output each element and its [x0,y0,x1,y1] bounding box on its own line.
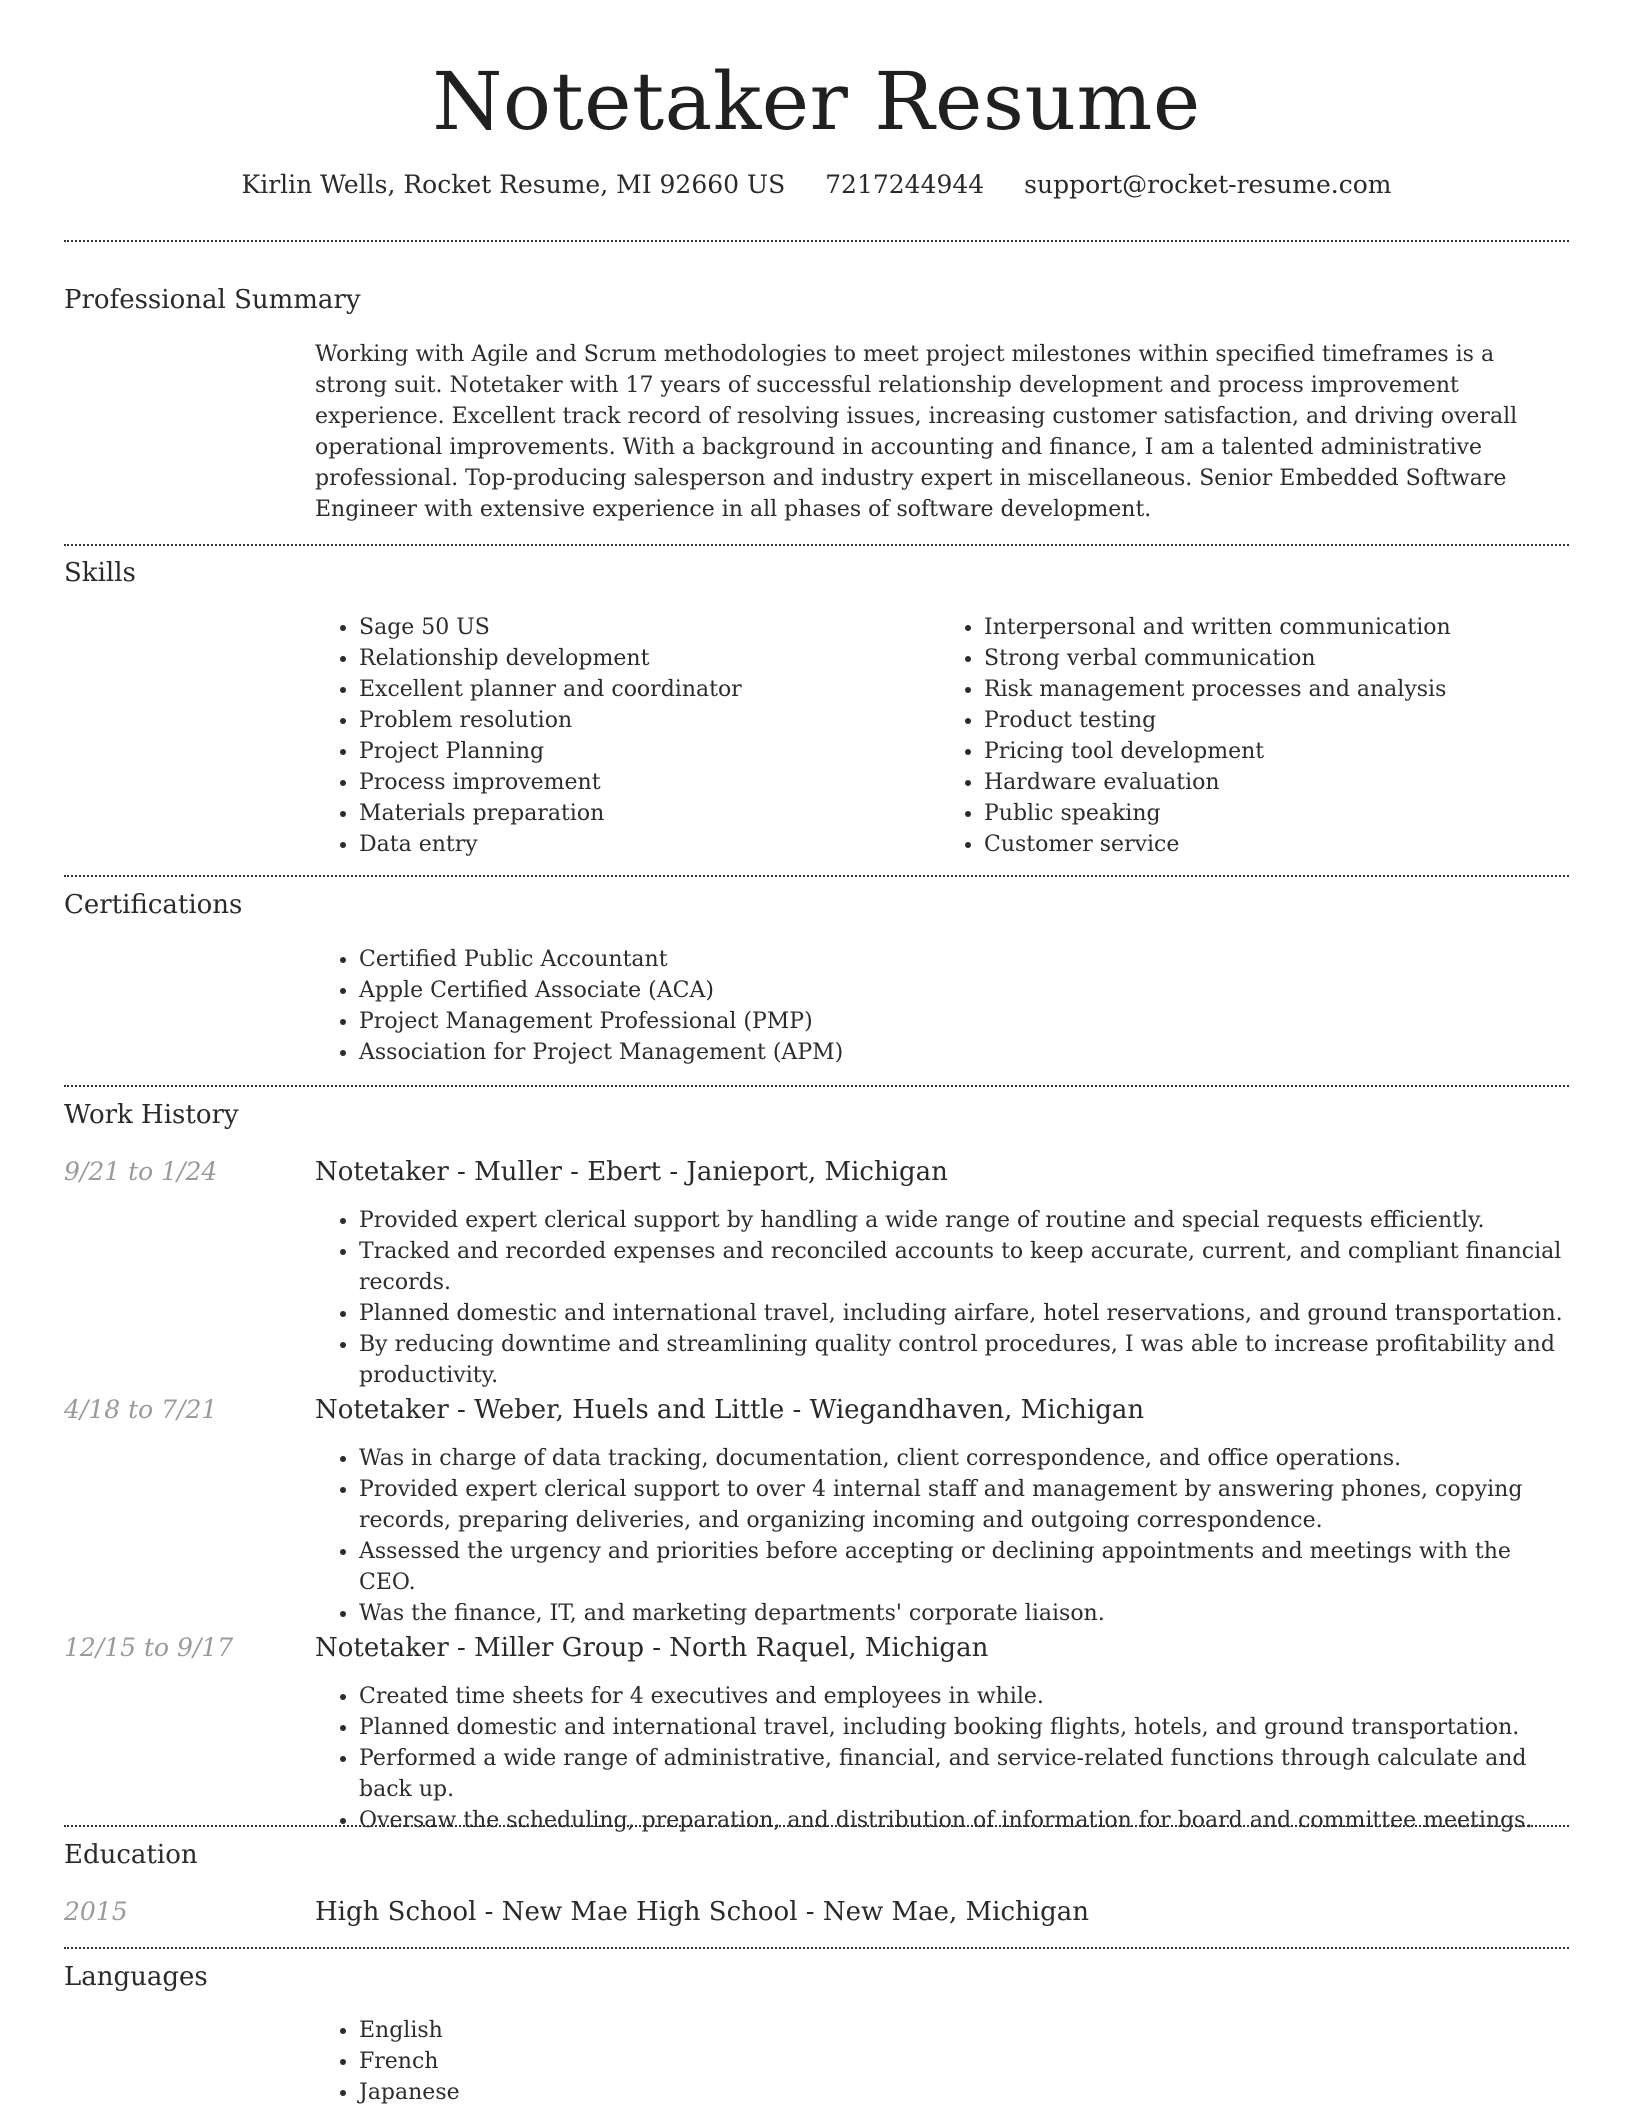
job-bullet: • Assessed the urgency and priorities before accepting or declining appointments and meetings with the CEO. [359,1536,1565,1598]
certification-item: • Apple Certified Associate (ACA) [359,975,843,1006]
education-year: 2015 [64,1897,128,1926]
skill-item: • Customer service [984,829,1565,860]
section-title-summary: Professional Summary [64,285,361,315]
contact-address: Kirlin Wells, Rocket Resume, MI 92660 US [241,170,786,199]
skill-item: • Project Planning [359,736,940,767]
languages-list [315,2015,460,2108]
job-bullet: • Was in charge of data tracking, documentation, client correspondence, and office operations. [359,1443,1565,1474]
skill-item: • Problem resolution [359,705,940,736]
job-bullets [315,1681,1565,1836]
skill-item: • Materials preparation [359,798,940,829]
job-title: Notetaker - Weber, Huels and Little - Wiegandhaven, Michigan [315,1395,1145,1425]
certifications-list [315,944,843,1068]
language-item: • Japanese [359,2077,460,2108]
skill-item: • Interpersonal and written communication [984,612,1565,643]
language-item: • French [359,2046,460,2077]
contact-phone: 7217244944 [825,170,985,199]
section-title-work: Work History [64,1100,239,1130]
skill-item: • Excellent planner and coordinator [359,674,940,705]
summary-text: Working with Agile and Scrum methodologies to meet project milestones within specified timeframes is a strong suit. Notetaker with 17 years of successful relationship development and process improvement experience. Excellent track record of resolving issues, increasing customer satisfaction, and driving overall operational improvements. With a background in accounting and finance, I am a talented administrative professional. Top-producing salesperson and industry expert in miscellaneous. Senior Embedded Software Engineer with extensive experience in all phases of software development. [315,342,1518,522]
certification-item: • Certified Public Accountant [359,944,843,975]
skill-item: • Data entry [359,829,940,860]
job-dates: 12/15 to 9/17 [64,1633,234,1662]
job-title: Notetaker - Miller Group - North Raquel, Michigan [315,1633,989,1663]
language-item: • English [359,2015,460,2046]
skill-item: • Public speaking [984,798,1565,829]
divider [64,1085,1569,1087]
job-bullet: • Performed a wide range of administrative, financial, and service-related functions through calculate and back up. [359,1743,1565,1805]
job-bullet: • Was the finance, IT, and marketing departments' corporate liaison. [359,1598,1565,1629]
job-dates: 4/18 to 7/21 [64,1395,218,1424]
job-bullet: • Planned domestic and international travel, including airfare, hotel reservations, and ground transportation. [359,1298,1565,1329]
skill-item: • Process improvement [359,767,940,798]
job-dates: 9/21 to 1/24 [64,1157,218,1186]
job-bullet: • Planned domestic and international travel, including booking flights, hotels, and ground transportation. [359,1712,1565,1743]
skills-list-right [940,612,1565,860]
section-title-certifications: Certifications [64,890,243,920]
certification-item: • Project Management Professional (PMP) [359,1006,843,1037]
section-title-languages: Languages [64,1962,208,1992]
divider [64,875,1569,877]
skill-item: • Relationship development [359,643,940,674]
skills-block [315,612,1565,860]
job-bullet: • Provided expert clerical support to over 4 internal staff and management by answering phones, copying records, preparing deliveries, and organizing incoming and outgoing correspondence. [359,1474,1565,1536]
certification-item: • Association for Project Management (APM) [359,1037,843,1068]
divider [64,1825,1569,1827]
skill-item: • Product testing [984,705,1565,736]
contact-email: support@rocket-resume.com [1024,170,1392,199]
job-bullet: • Oversaw the scheduling, preparation, and distribution of information for board and committee meetings. [359,1805,1565,1836]
divider [64,1947,1569,1949]
skill-item: • Pricing tool development [984,736,1565,767]
education-entry: High School - New Mae High School - New Mae, Michigan [315,1897,1089,1927]
job-bullets [315,1205,1565,1391]
job-bullet: • Created time sheets for 4 executives and employees in while. [359,1681,1565,1712]
skills-list-left [315,612,940,860]
certifications-block [315,944,843,1068]
languages-block [315,2015,460,2108]
contact-line [64,168,1569,202]
resume-title: Notetaker Resume [432,55,1201,148]
skill-item: • Sage 50 US [359,612,940,643]
section-title-skills: Skills [64,558,136,588]
job-bullet: • Tracked and recorded expenses and reconciled accounts to keep accurate, current, and compliant financial records. [359,1236,1565,1298]
skill-item: • Risk management processes and analysis [984,674,1565,705]
divider [64,544,1569,546]
job-bullet: • Provided expert clerical support by handling a wide range of routine and special requests efficiently. [359,1205,1565,1236]
divider [64,240,1569,242]
skill-item: • Hardware evaluation [984,767,1565,798]
job-bullets [315,1443,1565,1629]
section-title-education: Education [64,1840,198,1870]
job-title: Notetaker - Muller - Ebert - Janieport, Michigan [315,1157,948,1187]
skill-item: • Strong verbal communication [984,643,1565,674]
resume-page [64,0,1569,2105]
job-bullet: • By reducing downtime and streamlining quality control procedures, I was able to increase profitability and productivity. [359,1329,1565,1391]
